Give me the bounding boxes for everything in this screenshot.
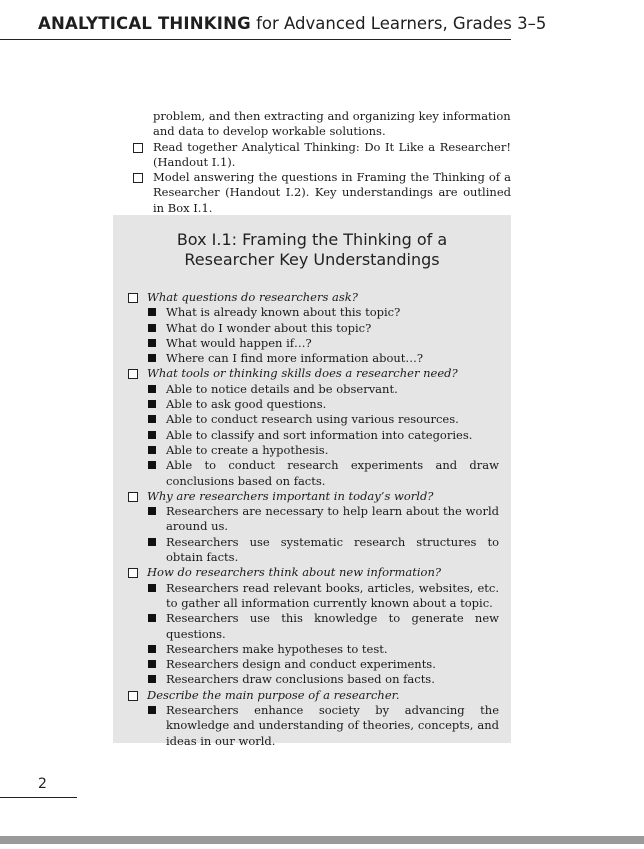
square-bullet-icon	[148, 446, 156, 454]
checkbox-bullet-icon	[133, 143, 143, 153]
square-bullet-icon	[148, 706, 156, 714]
question-text: Describe the main purpose of a researcher.	[147, 687, 400, 702]
answer-text: What is already known about this topic?	[166, 305, 401, 320]
intro-item-text: Read together Analytical Thinking: Do It Like a Researcher! (Handout I.1).	[153, 139, 511, 169]
question-item	[127, 489, 499, 504]
answer-text: What do I wonder about this topic?	[166, 320, 372, 335]
question-text: How do researchers think about new information?	[147, 565, 442, 580]
answer-item	[127, 611, 499, 642]
square-bullet-icon	[148, 660, 156, 668]
box-title-line: Box I.1: Framing the Thinking of a	[176, 230, 448, 249]
answer-text: Researchers draw conclusions based on facts.	[166, 672, 435, 687]
answer-text: Researchers enhance society by advancing the knowledge and understanding of theories, concepts, and ideas in our world.	[166, 703, 499, 748]
answer-item	[127, 703, 499, 749]
answer-text: Able to conduct research experiments and draw conclusions based on facts.	[166, 458, 499, 488]
box-title	[113, 230, 511, 270]
square-bullet-icon	[148, 645, 156, 653]
question-text: What tools or thinking skills does a researcher need?	[147, 366, 458, 381]
square-bullet-icon	[148, 400, 156, 408]
answer-item	[127, 382, 499, 397]
answer-text: Researchers use systematic research structures to obtain facts.	[166, 534, 499, 565]
answer-item	[127, 428, 499, 443]
answer-text: Researchers are necessary to help learn about the world around us.	[166, 504, 499, 534]
question-item	[127, 565, 499, 580]
checkbox-bullet-icon	[133, 173, 143, 183]
answer-item	[127, 581, 499, 612]
checkbox-bullet-icon	[128, 369, 138, 379]
intro-item-text: Model answering the questions in Framing the Thinking of a Researcher (Handout I.2). Key understandings are outlined in Box I.1.	[153, 170, 511, 215]
intro-continuation: problem, and then extracting and organizing key information and data to develop workable solutions.	[153, 109, 511, 139]
answer-item	[127, 672, 499, 687]
answer-item	[127, 351, 499, 366]
question-item	[127, 290, 499, 305]
square-bullet-icon	[148, 415, 156, 423]
checkbox-bullet-icon	[128, 492, 138, 502]
intro-item	[131, 170, 511, 216]
square-bullet-icon	[148, 324, 156, 332]
question-item	[127, 366, 499, 381]
answer-item	[127, 412, 499, 427]
answer-item	[127, 642, 499, 657]
answer-text: What would happen if…?	[166, 335, 312, 350]
bottom-bar	[0, 836, 644, 844]
header-title: ANALYTICAL THINKING	[38, 14, 251, 33]
square-bullet-icon	[148, 431, 156, 439]
square-bullet-icon	[148, 385, 156, 393]
checkbox-bullet-icon	[128, 568, 138, 578]
square-bullet-icon	[148, 339, 156, 347]
answer-item	[127, 336, 499, 351]
footer-rule	[0, 797, 77, 798]
answer-item	[127, 321, 499, 336]
square-bullet-icon	[148, 507, 156, 515]
answer-item	[127, 458, 499, 489]
square-bullet-icon	[148, 308, 156, 316]
answer-item	[127, 397, 499, 412]
answer-text: Able to conduct research using various resources.	[166, 412, 459, 427]
square-bullet-icon	[148, 461, 156, 469]
square-bullet-icon	[148, 538, 156, 546]
answer-text: Able to ask good questions.	[166, 397, 327, 412]
answer-text: Able to notice details and be observant.	[166, 381, 398, 396]
key-understandings-box	[113, 215, 511, 748]
question-text: Why are researchers important in today’s world?	[147, 488, 434, 503]
answer-item	[127, 443, 499, 458]
answer-item	[127, 535, 499, 566]
answer-text: Researchers design and conduct experiments.	[166, 657, 436, 672]
page-number: 2	[38, 776, 47, 792]
running-header	[38, 14, 546, 33]
answer-item	[127, 305, 499, 320]
answer-item	[127, 504, 499, 535]
question-text: What questions do researchers ask?	[147, 290, 358, 304]
square-bullet-icon	[148, 675, 156, 683]
header-rule	[0, 39, 511, 40]
answer-text: Where can I find more information about…?	[166, 351, 424, 366]
checkbox-bullet-icon	[128, 293, 138, 303]
answer-text: Able to classify and sort information into categories.	[166, 427, 473, 442]
question-item	[127, 688, 499, 703]
answer-text: Researchers make hypotheses to test.	[166, 641, 388, 656]
box-title-line: Researcher Key Understandings	[184, 250, 440, 269]
square-bullet-icon	[148, 584, 156, 592]
answer-text: Able to create a hypothesis.	[166, 442, 329, 457]
answer-text: Researchers use this knowledge to generate new questions.	[166, 611, 499, 641]
intro-item	[131, 140, 511, 171]
answer-text: Researchers read relevant books, articles, websites, etc. to gather all information currently known about a topic.	[166, 580, 499, 610]
square-bullet-icon	[148, 354, 156, 362]
question-list	[127, 290, 499, 749]
checkbox-bullet-icon	[128, 691, 138, 701]
header-subtitle: for Advanced Learners, Grades 3–5	[250, 14, 547, 33]
answer-item	[127, 657, 499, 672]
intro-section	[131, 109, 511, 216]
square-bullet-icon	[148, 614, 156, 622]
